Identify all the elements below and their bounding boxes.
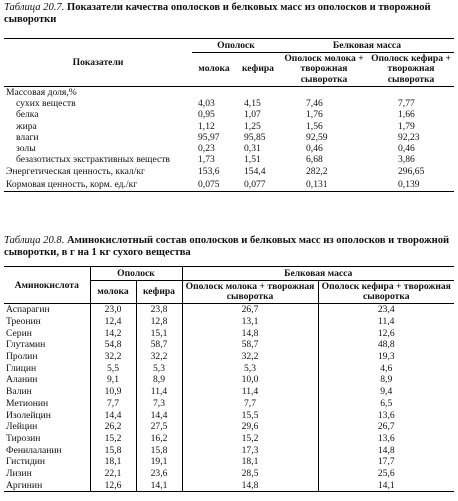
amino-acid-name: Аспарагин <box>4 304 90 316</box>
table2-caption-label: Таблица 20.8. <box>4 235 65 246</box>
table1-header-mass-kefir: Ополоск кефира + творожная сыворотка <box>368 53 454 87</box>
amino-acid-name: Аргинин <box>4 479 90 491</box>
table2-header-kefir: кефира <box>136 281 182 304</box>
row-value: 0,31 <box>244 143 261 155</box>
row-label: сухих веществ <box>16 98 76 110</box>
table1-feed-mass-milk: 0,131 <box>280 178 368 192</box>
amino-acid-value: 29,6 <box>182 421 318 433</box>
row-label: жира <box>16 120 37 132</box>
amino-acid-value: 14,8 <box>377 444 395 456</box>
table-row <box>4 143 454 154</box>
table-row <box>4 421 454 433</box>
table1-header-milk: молока <box>192 53 236 87</box>
table1-header-kefir: кефира <box>236 53 280 87</box>
row-value: 0,46 <box>398 143 415 155</box>
table2-header-mass-kefir: Ополоск кефира + творожная сыворотка <box>318 281 454 304</box>
amino-acid-value: 13,6 <box>377 432 395 444</box>
amino-acid-value: 23,8 <box>136 304 182 316</box>
row-value: 3,86 <box>398 154 415 166</box>
table-row <box>4 98 454 109</box>
table1-energy-label: Энергетическая ценность, ккал/кг <box>6 166 145 178</box>
row-value: 95,85 <box>244 131 266 143</box>
table2-header-mass: Белковая масса <box>182 267 454 281</box>
amino-acid-value: 25,6 <box>377 467 395 479</box>
amino-acid-name: Тирозин <box>4 433 90 445</box>
row-value: 1,73 <box>198 154 215 166</box>
table1-caption <box>4 2 454 27</box>
amino-acid-value: 6,5 <box>380 397 393 409</box>
amino-acid-value: 12,6 <box>377 327 395 339</box>
table2-header-opolosok: Ополоск <box>90 267 182 281</box>
row-value: 1,56 <box>306 120 323 132</box>
amino-acid-name: Глутамин <box>4 339 90 351</box>
amino-acid-value: 10,0 <box>182 374 318 386</box>
row-value: 7,77 <box>398 98 415 110</box>
table-row <box>4 154 454 165</box>
amino-acid-value: 14,1 <box>318 479 454 491</box>
amino-acid-value: 28,5 <box>182 468 318 480</box>
amino-acid-value: 9,4 <box>380 386 393 398</box>
amino-acid-value: 8,9 <box>380 374 393 386</box>
amino-acid-name: Метионин <box>4 398 90 410</box>
row-value: 92,23 <box>398 131 420 143</box>
table-row <box>4 456 454 468</box>
table-row <box>4 433 454 445</box>
amino-acid-value: 12,4 <box>90 316 136 328</box>
row-value: 4,15 <box>244 98 261 110</box>
amino-acid-value: 23,4 <box>377 304 395 316</box>
amino-acid-value: 18,1 <box>90 456 136 468</box>
table-row <box>4 444 454 456</box>
amino-acid-value: 10,9 <box>90 386 136 398</box>
table-row <box>4 339 454 351</box>
amino-acid-value: 19,3 <box>377 351 395 363</box>
amino-acid-value: 26,7 <box>377 421 395 433</box>
amino-acid-value: 12,6 <box>90 479 136 491</box>
row-value: 1,79 <box>398 120 415 132</box>
amino-acid-value: 14,4 <box>90 409 136 421</box>
row-value: 1,07 <box>244 109 261 121</box>
amino-acid-value: 23,0 <box>90 304 136 316</box>
amino-acid-value: 15,2 <box>90 433 136 445</box>
table-row <box>4 386 454 398</box>
amino-acid-value: 16,2 <box>136 433 182 445</box>
table1-caption-title: Показатели качества ополосков и белковых масс из ополосков и творожной сыворотки <box>4 2 431 26</box>
table1 <box>4 38 454 192</box>
row-value: 1,25 <box>244 120 261 132</box>
amino-acid-value: 4,6 <box>380 362 393 374</box>
amino-acid-value: 13,6 <box>377 409 395 421</box>
amino-acid-name: Гистидин <box>4 456 90 468</box>
amino-acid-value: 19,1 <box>136 456 182 468</box>
table-row <box>4 327 454 339</box>
amino-acid-value: 15,8 <box>90 444 136 456</box>
amino-acid-value: 17,7 <box>377 456 395 468</box>
amino-acid-value: 7,7 <box>182 398 318 410</box>
table1-energy-mass-milk: 282,2 <box>306 166 328 178</box>
amino-acid-name: Лейцин <box>4 421 90 433</box>
amino-acid-value: 13,1 <box>182 316 318 328</box>
table-row <box>4 351 454 363</box>
row-label: белка <box>16 109 39 121</box>
amino-acid-value: 23,6 <box>136 468 182 480</box>
table-row <box>4 121 454 132</box>
table1-energy-mass-kefir: 296,65 <box>398 166 425 178</box>
row-value: 1,66 <box>398 109 415 121</box>
table2 <box>4 266 454 492</box>
amino-acid-value: 14,8 <box>182 327 318 339</box>
amino-acid-value: 7,7 <box>90 398 136 410</box>
amino-acid-value: 58,7 <box>136 339 182 351</box>
amino-acid-value: 12,8 <box>136 316 182 328</box>
row-value: 1,51 <box>244 154 261 166</box>
amino-acid-value: 54,8 <box>90 339 136 351</box>
amino-acid-name: Аланин <box>4 374 90 386</box>
table1-energy-kefir: 154,4 <box>244 166 266 178</box>
amino-acid-name: Изолейцин <box>4 409 90 421</box>
amino-acid-value: 17,3 <box>182 444 318 456</box>
table1-energy-milk: 153,6 <box>198 166 220 178</box>
amino-acid-name: Фенилаланин <box>4 444 90 456</box>
table1-feed-mass-kefir: 0,139 <box>368 178 454 192</box>
amino-acid-value: 27,5 <box>136 421 182 433</box>
row-value: 0,23 <box>198 143 215 155</box>
row-label: золы <box>16 143 36 155</box>
table2-header-milk: молока <box>90 281 136 304</box>
row-value: 4,03 <box>198 98 215 110</box>
table1-feed-label: Кормовая ценность, корм. ед./кг <box>4 178 192 192</box>
amino-acid-value: 26,2 <box>90 421 136 433</box>
table1-feed-kefir: 0,077 <box>236 178 280 192</box>
table2-caption <box>4 235 454 260</box>
table-row <box>4 398 454 410</box>
table1-header-mass-milk: Ополоск молока + творожная сыворотка <box>280 53 368 87</box>
table-row <box>4 362 454 374</box>
amino-acid-value: 32,2 <box>136 351 182 363</box>
table1-header-mass: Белковая масса <box>280 39 454 53</box>
amino-acid-value: 14,1 <box>136 479 182 491</box>
amino-acid-value: 26,7 <box>182 304 318 316</box>
table1-header-indicator: Показатели <box>4 39 192 87</box>
amino-acid-value: 15,5 <box>182 409 318 421</box>
row-label: влаги <box>16 131 39 143</box>
amino-acid-value: 32,2 <box>182 351 318 363</box>
table-row <box>4 468 454 480</box>
amino-acid-value: 32,2 <box>90 351 136 363</box>
amino-acid-value: 15,8 <box>136 444 182 456</box>
table-row <box>4 132 454 143</box>
row-value: 95,97 <box>198 131 220 143</box>
row-value: 92,59 <box>306 131 328 143</box>
amino-acid-value: 7,3 <box>136 398 182 410</box>
amino-acid-value: 58,7 <box>182 339 318 351</box>
table-row <box>4 374 454 386</box>
table-row <box>4 409 454 421</box>
amino-acid-name: Валин <box>4 386 90 398</box>
amino-acid-name: Пролин <box>4 351 90 363</box>
table1-section-mass: Массовая доля,% <box>6 87 77 99</box>
amino-acid-value: 9,1 <box>90 374 136 386</box>
table1-header-opolosok: Ополоск <box>192 39 280 53</box>
table1-feed-milk: 0,075 <box>192 178 236 192</box>
amino-acid-name: Серин <box>4 327 90 339</box>
amino-acid-value: 5,3 <box>182 362 318 374</box>
amino-acid-value: 5,3 <box>136 362 182 374</box>
table2-caption-title: Аминокислотный состав ополосков и белковых масс из ополосков и творожной сыворотки, в г на 1 кг сухого вещества <box>4 235 450 259</box>
row-value: 1,76 <box>306 109 323 121</box>
amino-acid-value: 11,4 <box>182 386 318 398</box>
amino-acid-value: 14,2 <box>90 327 136 339</box>
table-row <box>4 109 454 120</box>
amino-acid-value: 8,9 <box>136 374 182 386</box>
table-row <box>4 479 454 491</box>
row-value: 0,95 <box>198 109 215 121</box>
row-value: 0,46 <box>306 143 323 155</box>
amino-acid-value: 14,4 <box>136 409 182 421</box>
amino-acid-name: Глицин <box>4 362 90 374</box>
table2-header-amino: Аминокислота <box>4 267 90 304</box>
amino-acid-value: 14,8 <box>182 479 318 491</box>
table2-header-mass-milk: Ополоск молока + творожная сыворотка <box>182 281 318 304</box>
amino-acid-value: 11,4 <box>378 316 395 328</box>
amino-acid-value: 18,1 <box>182 456 318 468</box>
amino-acid-value: 15,2 <box>182 433 318 445</box>
amino-acid-value: 22,1 <box>90 468 136 480</box>
table-row <box>4 304 454 316</box>
row-value: 6,68 <box>306 154 323 166</box>
amino-acid-value: 5,5 <box>90 362 136 374</box>
table-row <box>4 316 454 328</box>
row-value: 1,12 <box>198 120 215 132</box>
amino-acid-name: Лизин <box>4 468 90 480</box>
amino-acid-value: 15,1 <box>136 327 182 339</box>
amino-acid-value: 48,8 <box>377 339 395 351</box>
amino-acid-name: Треонин <box>4 316 90 328</box>
table1-caption-label: Таблица 20.7. <box>4 2 65 13</box>
row-label: безазотистых экстрактивных веществ <box>16 154 170 166</box>
row-value: 7,46 <box>306 98 323 110</box>
amino-acid-value: 11,4 <box>136 386 182 398</box>
